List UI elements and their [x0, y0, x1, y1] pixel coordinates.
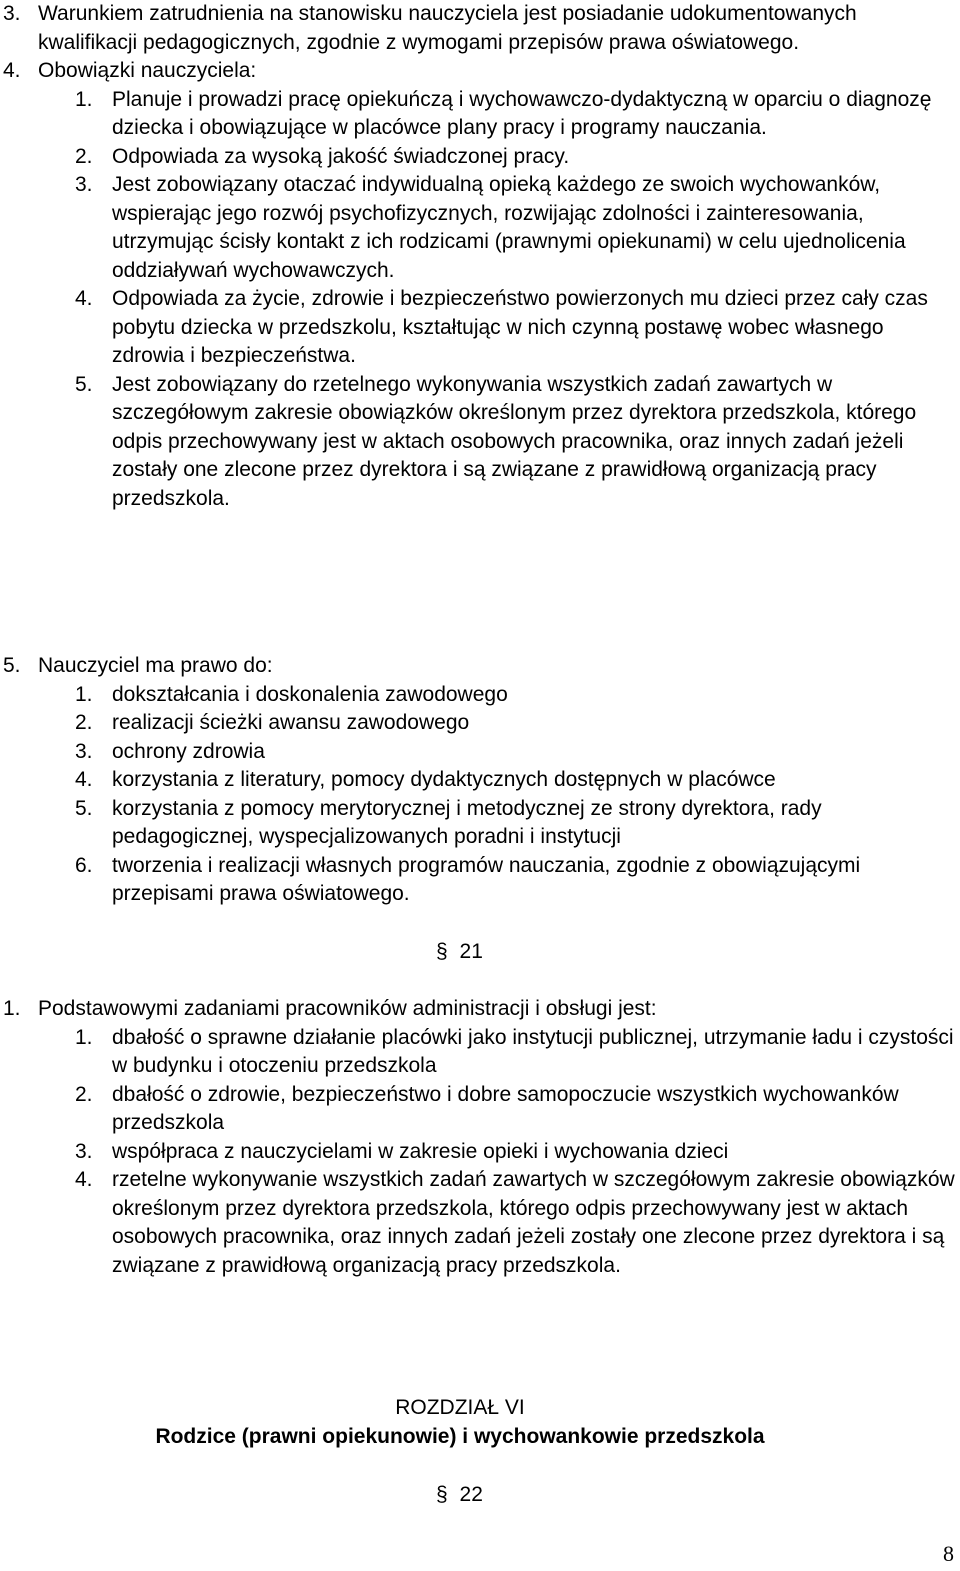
list-item [75, 1081, 960, 1138]
item-text: dbałość o zdrowie, bezpieczeństwo i dobre samopoczucie wszystkich wychowanków przedszkola [112, 1082, 899, 1134]
list-item [75, 371, 960, 514]
item-number: 3. [3, 2, 21, 25]
item-text: korzystania z literatury, pomocy dydaktycznych dostępnych w placówce [112, 768, 776, 791]
page-number: 8 [943, 1541, 954, 1566]
paragraph-number: 21 [459, 940, 483, 963]
item-text: Planuje i prowadzi pracę opiekuńczą i wychowawczo-dydaktyczną w oparciu o diagnozę dziecka i obowiązujące w placówce plany pracy i programy nauczania. [112, 87, 932, 139]
item-number: 2. [75, 711, 93, 734]
list-item [0, 995, 960, 1024]
item-text: realizacji ścieżki awansu zawodowego [112, 711, 470, 734]
list-item [75, 86, 960, 143]
item-text: Jest zobowiązany do rzetelnego wykonywania wszystkich zadań zawartych w szczegółowym zakresie obowiązków określonym przez dyrektora przedszkola, którego odpis przechowywany jest w aktach osobowych pracownika, oraz innych zadań jeżeli zostały one zlecone przez dyrektora i są związane z prawidłową organizacją pracy przedszkola. [112, 372, 917, 510]
item-text: tworzenia i realizacji własnych programów nauczania, zgodnie z obowiązującymi przepisami prawa oświatowego. [112, 853, 861, 905]
paragraph-number: 22 [459, 1483, 483, 1506]
item-text: Nauczyciel ma prawo do: [38, 654, 273, 677]
item-text: współpraca z nauczycielami w zakresie opieki i wychowania dzieci [112, 1139, 729, 1163]
list-item [75, 738, 960, 767]
item-text: Podstawowymi zadaniami pracowników administracji i obsługi jest: [38, 997, 657, 1020]
item-number: 3. [75, 173, 93, 196]
item-text: korzystania z pomocy merytorycznej i metodycznej ze strony dyrektora, rady pedagogicznej, wyspecjalizowanych poradni i instytucji [112, 796, 822, 848]
item-number: 3. [75, 1139, 93, 1163]
item-text: Jest zobowiązany otaczać indywidualną opieką każdego ze swoich wychowanków, wspierając jego rozwój psychofizycznych, rozwijając zdolności i zainteresowania, utrzymując ścisły kontakt z ich rodzicami (prawnymi opiekunami) w celu ujednolicenia oddziaływań wychowawczych. [112, 173, 906, 282]
rights-list [0, 681, 960, 909]
item-text: dokształcania i doskonalenia zawodowego [112, 682, 508, 706]
item-text: Warunkiem zatrudnienia na stanowisku nauczyciela jest posiadanie udokumentowanych kwalifikacji pedagogicznych, zgodnie z wymogami przepisów prawa oświatowego. [38, 2, 857, 54]
item-number: 3. [75, 739, 93, 763]
list-item [0, 652, 960, 681]
item-number: 2. [75, 1082, 93, 1106]
paragraph-marker-22 [436, 1481, 483, 1510]
section-staff-duties [0, 995, 960, 1280]
list-item [75, 1138, 960, 1167]
paragraph-marker-21 [436, 938, 483, 967]
list-item [0, 0, 960, 57]
item-text: rzetelne wykonywanie wszystkich zadań zawartych w szczegółowym zakresie obowiązków określonym przez dyrektora przedszkola, którego odpis przechowywany jest w aktach osobowych pracownika, oraz innych zadań jeżeli zostały one zlecone przez dyrektora i są związane z prawidłową organizacją pracy przedszkola. [112, 1168, 955, 1277]
list-item [75, 285, 960, 371]
list-item [0, 57, 960, 86]
item-number: 6. [75, 853, 93, 877]
duties-list [0, 86, 960, 514]
item-number: 4. [75, 768, 93, 791]
item-text: Odpowiada za życie, zdrowie i bezpieczeństwo powierzonych mu dzieci przez cały czas pobytu dziecka w przedszkolu, kształtując w nich czynną postawę wobec własnego zdrowia i bezpieczeństwa. [112, 287, 928, 367]
item-number: 4. [75, 287, 93, 310]
list-item [75, 795, 960, 852]
item-number: 2. [75, 144, 93, 168]
item-text: Obowiązki nauczyciela: [38, 59, 257, 82]
list-item [75, 143, 960, 172]
list-item [75, 852, 960, 909]
list-item [75, 681, 960, 710]
section-sign: § [436, 940, 448, 963]
item-number: 5. [3, 654, 21, 677]
list-item [75, 1024, 960, 1081]
list-item [75, 171, 960, 285]
item-number: 1. [75, 1025, 93, 1049]
item-number: 1. [75, 682, 93, 706]
section-sign: § [436, 1483, 448, 1506]
chapter-title: Rodzice (prawni opiekunowie) i wychowankowie przedszkola [155, 1425, 765, 1448]
section-teacher-rights [0, 652, 960, 909]
list-item [75, 709, 960, 738]
item-number: 5. [75, 796, 93, 820]
item-number: 1. [3, 997, 21, 1020]
item-text: Odpowiada za wysoką jakość świadczonej pracy. [112, 144, 570, 168]
list-item [75, 1166, 960, 1280]
item-number: 4. [3, 59, 21, 82]
item-number: 4. [75, 1168, 93, 1191]
item-text: ochrony zdrowia [112, 739, 265, 763]
item-number: 1. [75, 87, 93, 111]
section-teacher-requirements [0, 0, 960, 513]
chapter-label: ROZDZIAŁ VI [395, 1396, 525, 1419]
item-text: dbałość o sprawne działanie placówki jako instytucji publicznej, utrzymanie ładu i czystości w budynku i otoczeniu przedszkola [112, 1025, 954, 1077]
item-number: 5. [75, 372, 93, 396]
tasks-list [0, 1024, 960, 1281]
list-item [75, 766, 960, 795]
